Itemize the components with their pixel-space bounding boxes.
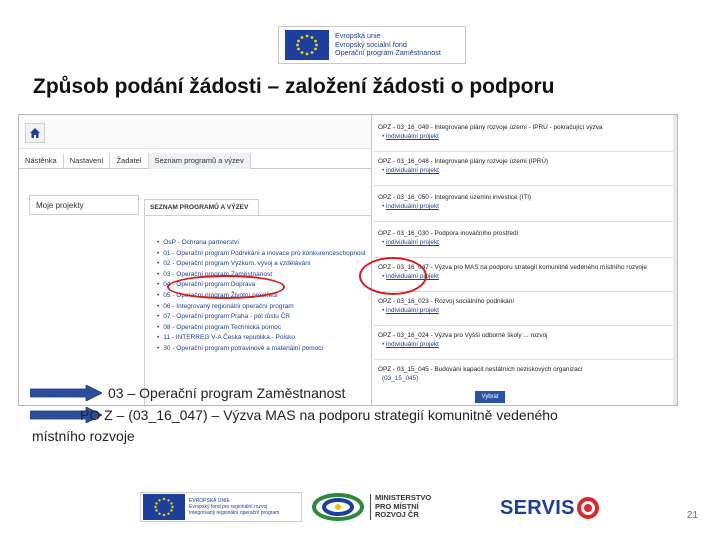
highlight-opz-ellipse <box>167 275 285 299</box>
arrow-icon <box>30 385 102 401</box>
eu-esf-logo <box>278 26 466 64</box>
program-list-box <box>144 215 371 406</box>
program-item[interactable]: • 04 - Operační program Doprava <box>157 281 256 289</box>
screenshot-panel <box>18 114 678 406</box>
eu-flag-icon <box>285 30 329 60</box>
call-link[interactable]: • individuální projekt <box>382 307 439 314</box>
ministry-line: MINISTERSTVO <box>375 493 432 503</box>
eu-irop-text <box>189 498 279 516</box>
call-item: OPZ - 03_16_030 - Podpora inovačního prostředí • individuální projekt <box>378 230 519 246</box>
app-topbar <box>19 115 371 149</box>
divider <box>374 257 674 258</box>
tab-seznam-programu[interactable]: Seznam programů a výzev <box>149 153 251 169</box>
call-item: OPZ - 03_16_049 - Integrované plány rozvoje území - IPRÚ - pokračující výzva • individuální projekt <box>378 124 603 140</box>
tab-nastaveni[interactable]: Nastavení <box>64 153 111 169</box>
ministry-emblem-icon <box>312 492 364 522</box>
home-icon <box>29 127 41 139</box>
eu-irop-line: Evropský fond pro regionální rozvoj <box>189 504 268 510</box>
call-link-mas[interactable]: • individuální projekt <box>382 273 439 280</box>
call-item: OPZ - 03_16_048 - Integrované plány rozvoje území (IPRÚ) • individuální projekt <box>378 158 549 174</box>
eu-logo-line: Evropský sociální fond <box>335 39 407 49</box>
program-item[interactable]: • OsP - Ochrana partnerství <box>157 239 240 246</box>
tab-nastenka[interactable]: Nástěnka <box>19 153 64 169</box>
ministry-line: ROZVOJ ČR <box>375 510 419 520</box>
program-item-opz[interactable]: • 03 - Operační program Zaměstnanost <box>157 270 273 278</box>
nav-tabs <box>19 153 371 169</box>
caption-line-1: 03 – Operační program Zaměstnanost <box>108 385 346 401</box>
eu-irop-line: EVROPSKÁ UNIE <box>189 498 230 504</box>
eu-irop-line: Integrovaný regionální operační program <box>189 510 280 516</box>
call-link[interactable]: • individuální projekt <box>382 239 439 246</box>
program-item[interactable]: • 06 - Integrovaný regionální operační program <box>157 302 294 310</box>
call-item: OPZ - 03_16_023 - Rozvoj sociálního podnikání • individuální projekt <box>378 298 515 314</box>
eu-irop-logo <box>140 492 302 522</box>
eu-logo-line: Operační program Zaměstnanost <box>335 48 441 58</box>
servis-text: SERVIS <box>500 496 575 519</box>
ministry-text <box>370 494 431 520</box>
program-item[interactable]: • 08 - Operační program Technická pomoc <box>157 323 281 331</box>
call-link[interactable]: • individuální projekt <box>382 167 439 174</box>
page-number: 21 <box>686 510 698 521</box>
slide-title: Způsob podání žádosti – založení žádosti o podporu <box>33 75 555 98</box>
caption-line-2: PO Z – (03_16_047) – Výzva MAS na podporu strategií komunitně vedeného <box>80 407 558 423</box>
program-item[interactable]: • 02 - Operační program Výzkum, vývoj a vzdělávání <box>157 260 311 268</box>
servis-o-icon <box>577 497 599 519</box>
call-link[interactable]: • individuální projekt <box>382 203 439 210</box>
program-item[interactable]: • 07 - Operační program Praha - pól růstu ČR <box>157 313 291 321</box>
select-button[interactable]: Vybrat <box>475 391 505 403</box>
tab-zadatel[interactable]: Žadatel <box>110 153 148 169</box>
app-panel <box>19 115 371 406</box>
call-code: (03_15_045) <box>382 375 419 382</box>
call-item: OPZ - 03_16_024 - Výzva pro Vyšší odborné školy ... rozvoj • individuální projekt <box>378 332 548 348</box>
call-link[interactable]: • individuální projekt <box>382 133 439 140</box>
highlight-call-ellipse <box>359 257 427 295</box>
home-button[interactable] <box>25 123 45 143</box>
call-selection-popup <box>371 115 678 406</box>
divider <box>374 291 674 292</box>
program-item[interactable]: • 30 - Operační program potravinové a materiální pomoci <box>157 344 323 352</box>
eu-logo-line: Evropská unie <box>335 31 381 41</box>
program-item[interactable]: • 05 - Operační program Životní prostředí <box>157 291 278 299</box>
call-item: OPZ - 03_16_050 - Integrované územní investice (ITI) • individuální projekt <box>378 194 532 210</box>
caption-line-2-cont: místního rozvoje <box>32 428 135 444</box>
call-item-mas: OPZ - 03_16_047 - Výzva pro MAS na podporu strategií komunitně vedeného místního rozvoje • individuální projekt <box>378 264 647 280</box>
scrollbar[interactable] <box>673 115 678 406</box>
ministry-logo <box>312 490 440 524</box>
program-list-header[interactable]: SEZNAM PROGRAMŮ A VÝZEV <box>144 199 259 215</box>
call-item: OPZ - 03_15_045 - Budování kapacit nestátních neziskových organizací (03_15_045) <box>378 366 583 382</box>
my-projects-button[interactable]: Moje projekty <box>29 195 139 215</box>
divider <box>374 221 674 222</box>
call-link[interactable]: • individuální projekt <box>382 341 439 348</box>
divider <box>374 151 674 152</box>
divider <box>374 185 674 186</box>
program-item[interactable]: • 11 - INTERREG V-A Česká republika - Polsko <box>157 334 296 342</box>
eu-flag-icon <box>143 494 185 520</box>
program-item[interactable]: • 01 - Operační program Podnikání a inovace pro konkurenceschopnost <box>157 249 366 257</box>
divider <box>374 359 674 360</box>
servis-logo <box>500 494 599 522</box>
divider <box>374 325 674 326</box>
ministry-line: PRO MÍSTNÍ <box>375 501 419 511</box>
eu-logo-text <box>335 32 441 57</box>
